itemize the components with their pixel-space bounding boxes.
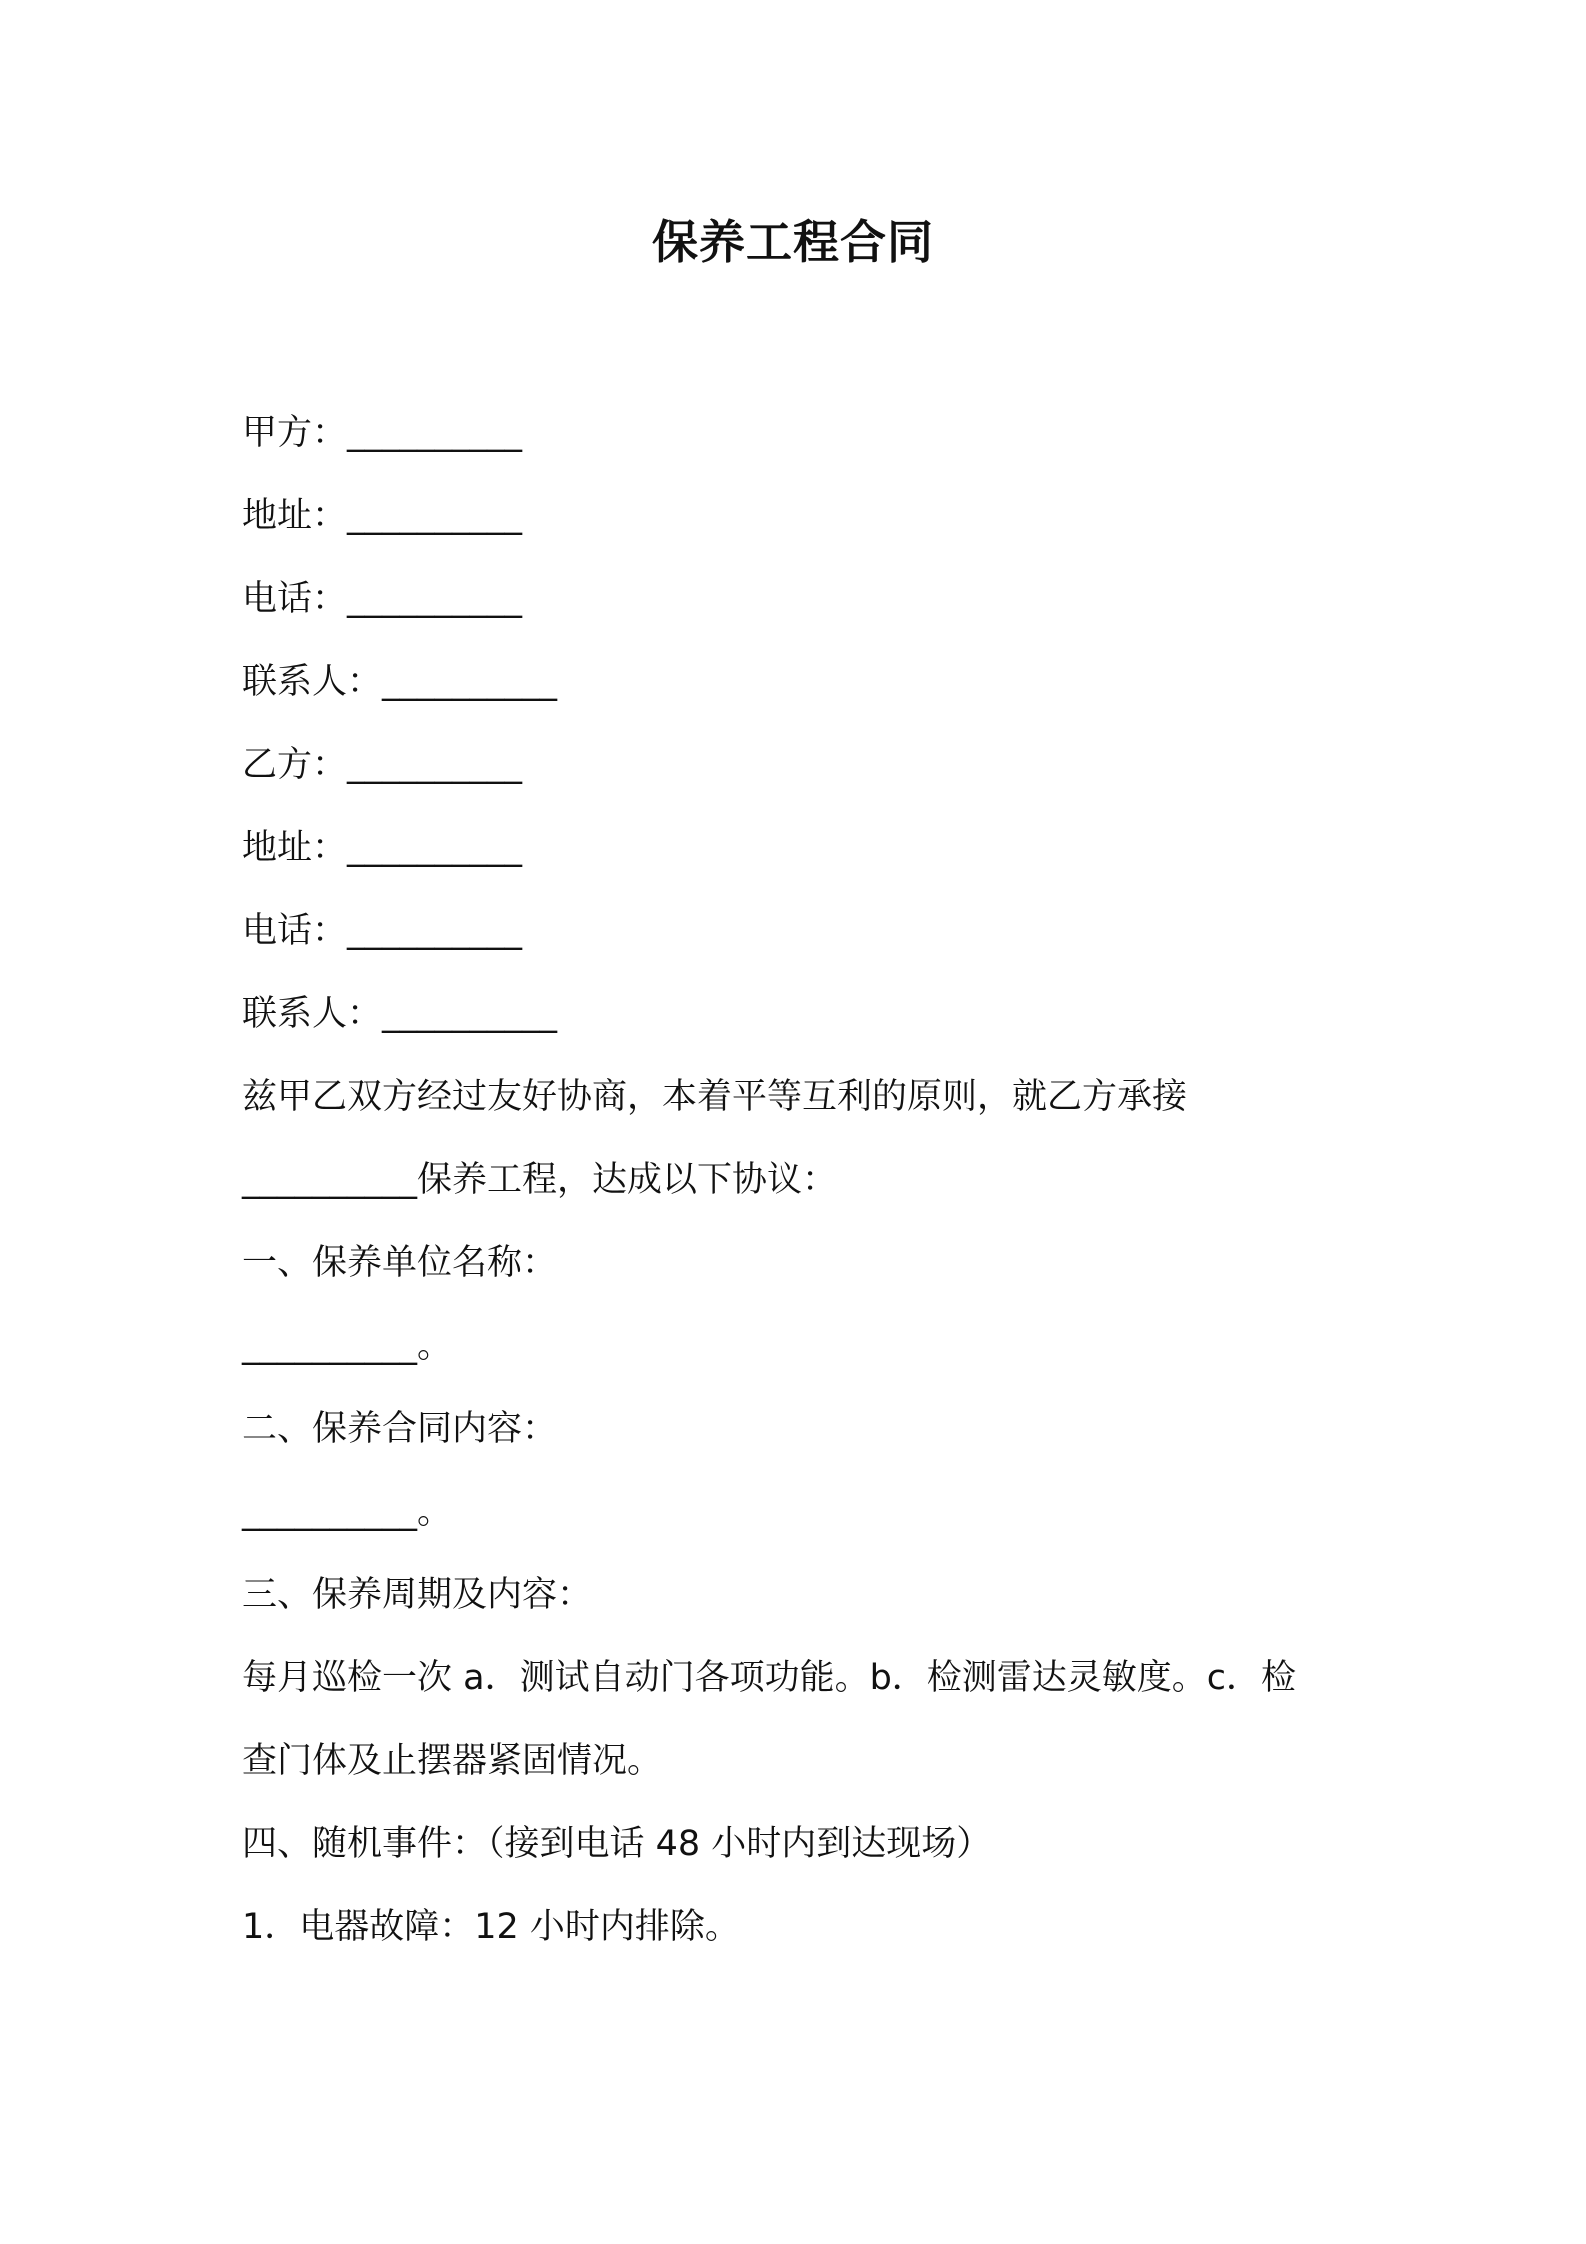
- party-b-address-line: 地址：__________: [242, 828, 523, 868]
- party-b-phone-line: 电话：__________: [242, 911, 523, 951]
- party-a-phone-line: 电话：__________: [242, 579, 523, 619]
- party-a-name-line: 甲方：__________: [242, 413, 523, 453]
- section-4-heading: 四、随机事件：（接到电话 48 小时内到达现场）: [242, 1824, 992, 1864]
- section-3-text-line-1: 每月巡检一次 a．测试自动门各项功能。b．检测雷达灵敏度。c．检: [242, 1658, 1297, 1698]
- party-b-contact-line: 联系人：__________: [242, 994, 558, 1034]
- preamble-line-2: __________保养工程，达成以下协议：: [242, 1160, 838, 1200]
- section-2-value: __________。: [242, 1492, 453, 1532]
- section-2-heading: 二、保养合同内容：: [242, 1409, 558, 1449]
- section-3-text-line-2: 查门体及止摆器紧固情况。: [242, 1741, 663, 1781]
- section-4-item-1: 1．电器故障：12 小时内排除。: [242, 1907, 740, 1947]
- party-b-name-line: 乙方：__________: [242, 745, 523, 785]
- section-1-value: __________。: [242, 1326, 453, 1366]
- preamble-line-1: 兹甲乙双方经过友好协商，本着平等互利的原则，就乙方承接: [242, 1077, 1188, 1117]
- section-3-heading: 三、保养周期及内容：: [242, 1575, 593, 1615]
- document-body: [242, 408, 1382, 1985]
- party-a-address-line: 地址：__________: [242, 496, 523, 536]
- party-a-contact-line: 联系人：__________: [242, 662, 558, 702]
- document-title: 保养工程合同: [652, 215, 934, 269]
- section-1-heading: 一、保养单位名称：: [242, 1243, 558, 1283]
